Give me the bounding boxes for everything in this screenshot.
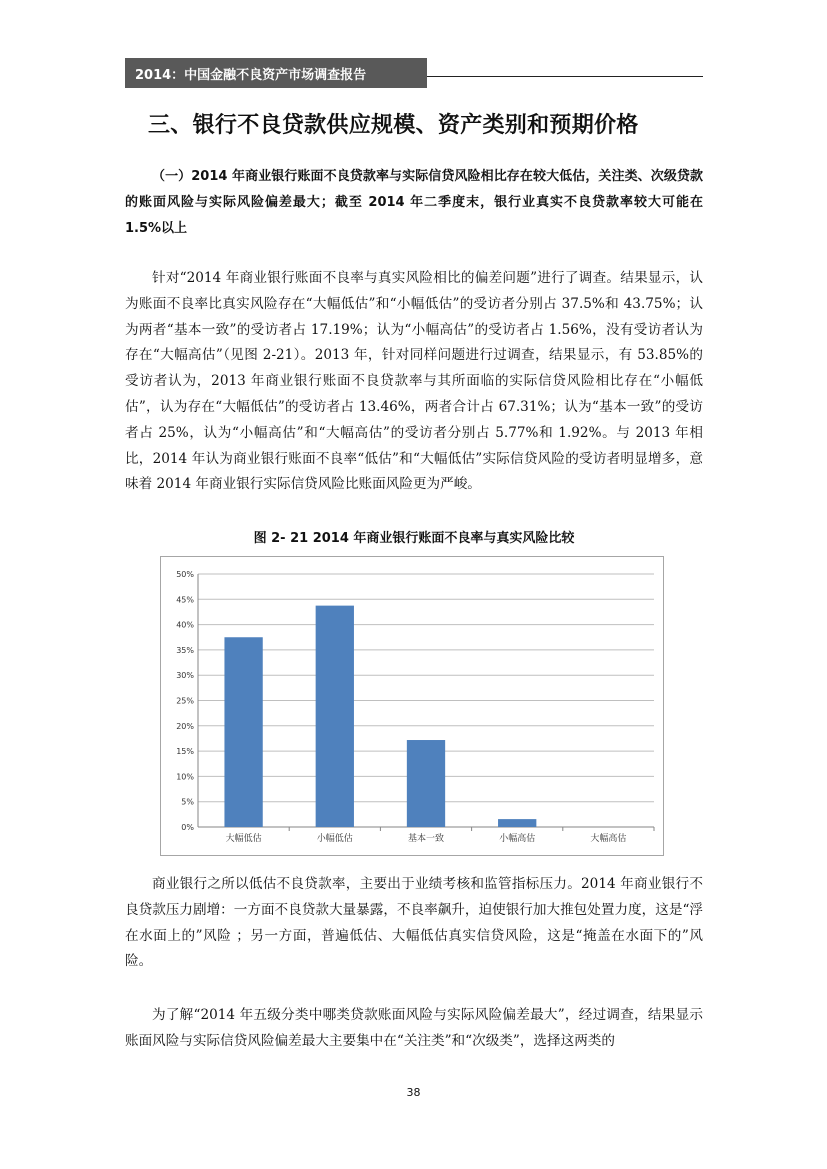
header-title: 2014：中国金融不良资产市场调查报告 xyxy=(135,68,367,83)
bar xyxy=(224,637,262,827)
header-bar xyxy=(125,58,427,88)
x-tick-label: 基本一致 xyxy=(407,834,445,844)
y-tick-label: 45% xyxy=(176,595,194,605)
x-tick-label: 小幅低估 xyxy=(316,834,353,844)
x-tick-label: 大幅低估 xyxy=(225,834,262,844)
body-paragraph-3: 为了解“2014 年五级分类中哪类贷款账面风险与实际风险偏差最大”，经过调查，结果显示账面风险与实际信贷风险偏差最大主要集中在“关注类”和“次级类”，选择这两类的 xyxy=(125,1007,703,1049)
bar-chart xyxy=(160,556,664,856)
section-title: 三、银行不良贷款供应规模、资产类别和预期价格 xyxy=(148,113,639,138)
body-paragraph-1: 针对“2014 年商业银行账面不良率与真实风险相比的偏差问题”进行了调查。结果显示，认为账面不良率比真实风险存在“大幅低估”和“小幅低估”的受访者分别占 37.5%和 43.75%；认为两者“基本一致”的受访者占 17.19%；认为“小幅高估”的受访者占 1.56%，没有受访者认为存在“大幅高估”（见图 2-21）。2013 年，针对同样问题进行过调查，结果显示，有 53.85%的受访者认为，2013 年商业银行账面不良贷款率与其所面临的实际信贷风险相比存在“小幅低估”，认为存在“大幅低估”的受访者占 13.46%，两者合计占 67.31%；认为“基本一致”的受访者占 25%，认为“小幅高估”和“大幅高估”的受访者分别占 5.77%和 1.92%。与 2013 年相比，2014 年认为商业银行账面不良率“低估”和“大幅低估”实际信贷风险的受访者明显增多，意味着 2014 年商业银行实际信贷风险比账面风险更为严峻。 xyxy=(125,270,703,493)
y-tick-label: 10% xyxy=(176,772,194,782)
y-tick-label: 25% xyxy=(176,696,194,706)
y-tick-label: 50% xyxy=(176,570,194,579)
figure-caption: 图 2- 21 2014 年商业银行账面不良率与真实风险比较 xyxy=(253,531,575,546)
y-tick-label: 15% xyxy=(176,747,194,757)
page-number: 38 xyxy=(406,1086,421,1099)
bar xyxy=(498,819,536,827)
y-tick-label: 35% xyxy=(176,645,194,655)
y-tick-label: 0% xyxy=(181,823,194,832)
y-tick-label: 20% xyxy=(176,721,194,731)
y-tick-label: 40% xyxy=(176,620,194,630)
body-paragraph-2: 商业银行之所以低估不良贷款率，主要出于业绩考核和监管指标压力。2014 年商业银行不良贷款压力剧增：一方面不良贷款大量暴露，不良率飙升，迫使银行加大推包处置力度，这是“浮在水面上的”风险 ；另一方面，普遍低估、大幅低估真实信贷风险，这是“掩盖在水面下的”风险。 xyxy=(125,876,703,970)
bar xyxy=(407,740,445,827)
bar xyxy=(316,606,354,827)
subsection-heading: （一）2014 年商业银行账面不良贷款率与实际信贷风险相比存在较大低估，关注类、次级贷款的账面风险与实际风险偏差最大；截至 2014 年二季度末，银行业真实不良贷款率较大可能在 1.5%以上 xyxy=(125,169,703,236)
header-rule xyxy=(427,76,703,77)
x-tick-label: 小幅高估 xyxy=(499,834,536,844)
y-tick-label: 5% xyxy=(181,797,194,807)
y-tick-label: 30% xyxy=(176,671,194,681)
x-tick-label: 大幅高估 xyxy=(590,834,627,844)
